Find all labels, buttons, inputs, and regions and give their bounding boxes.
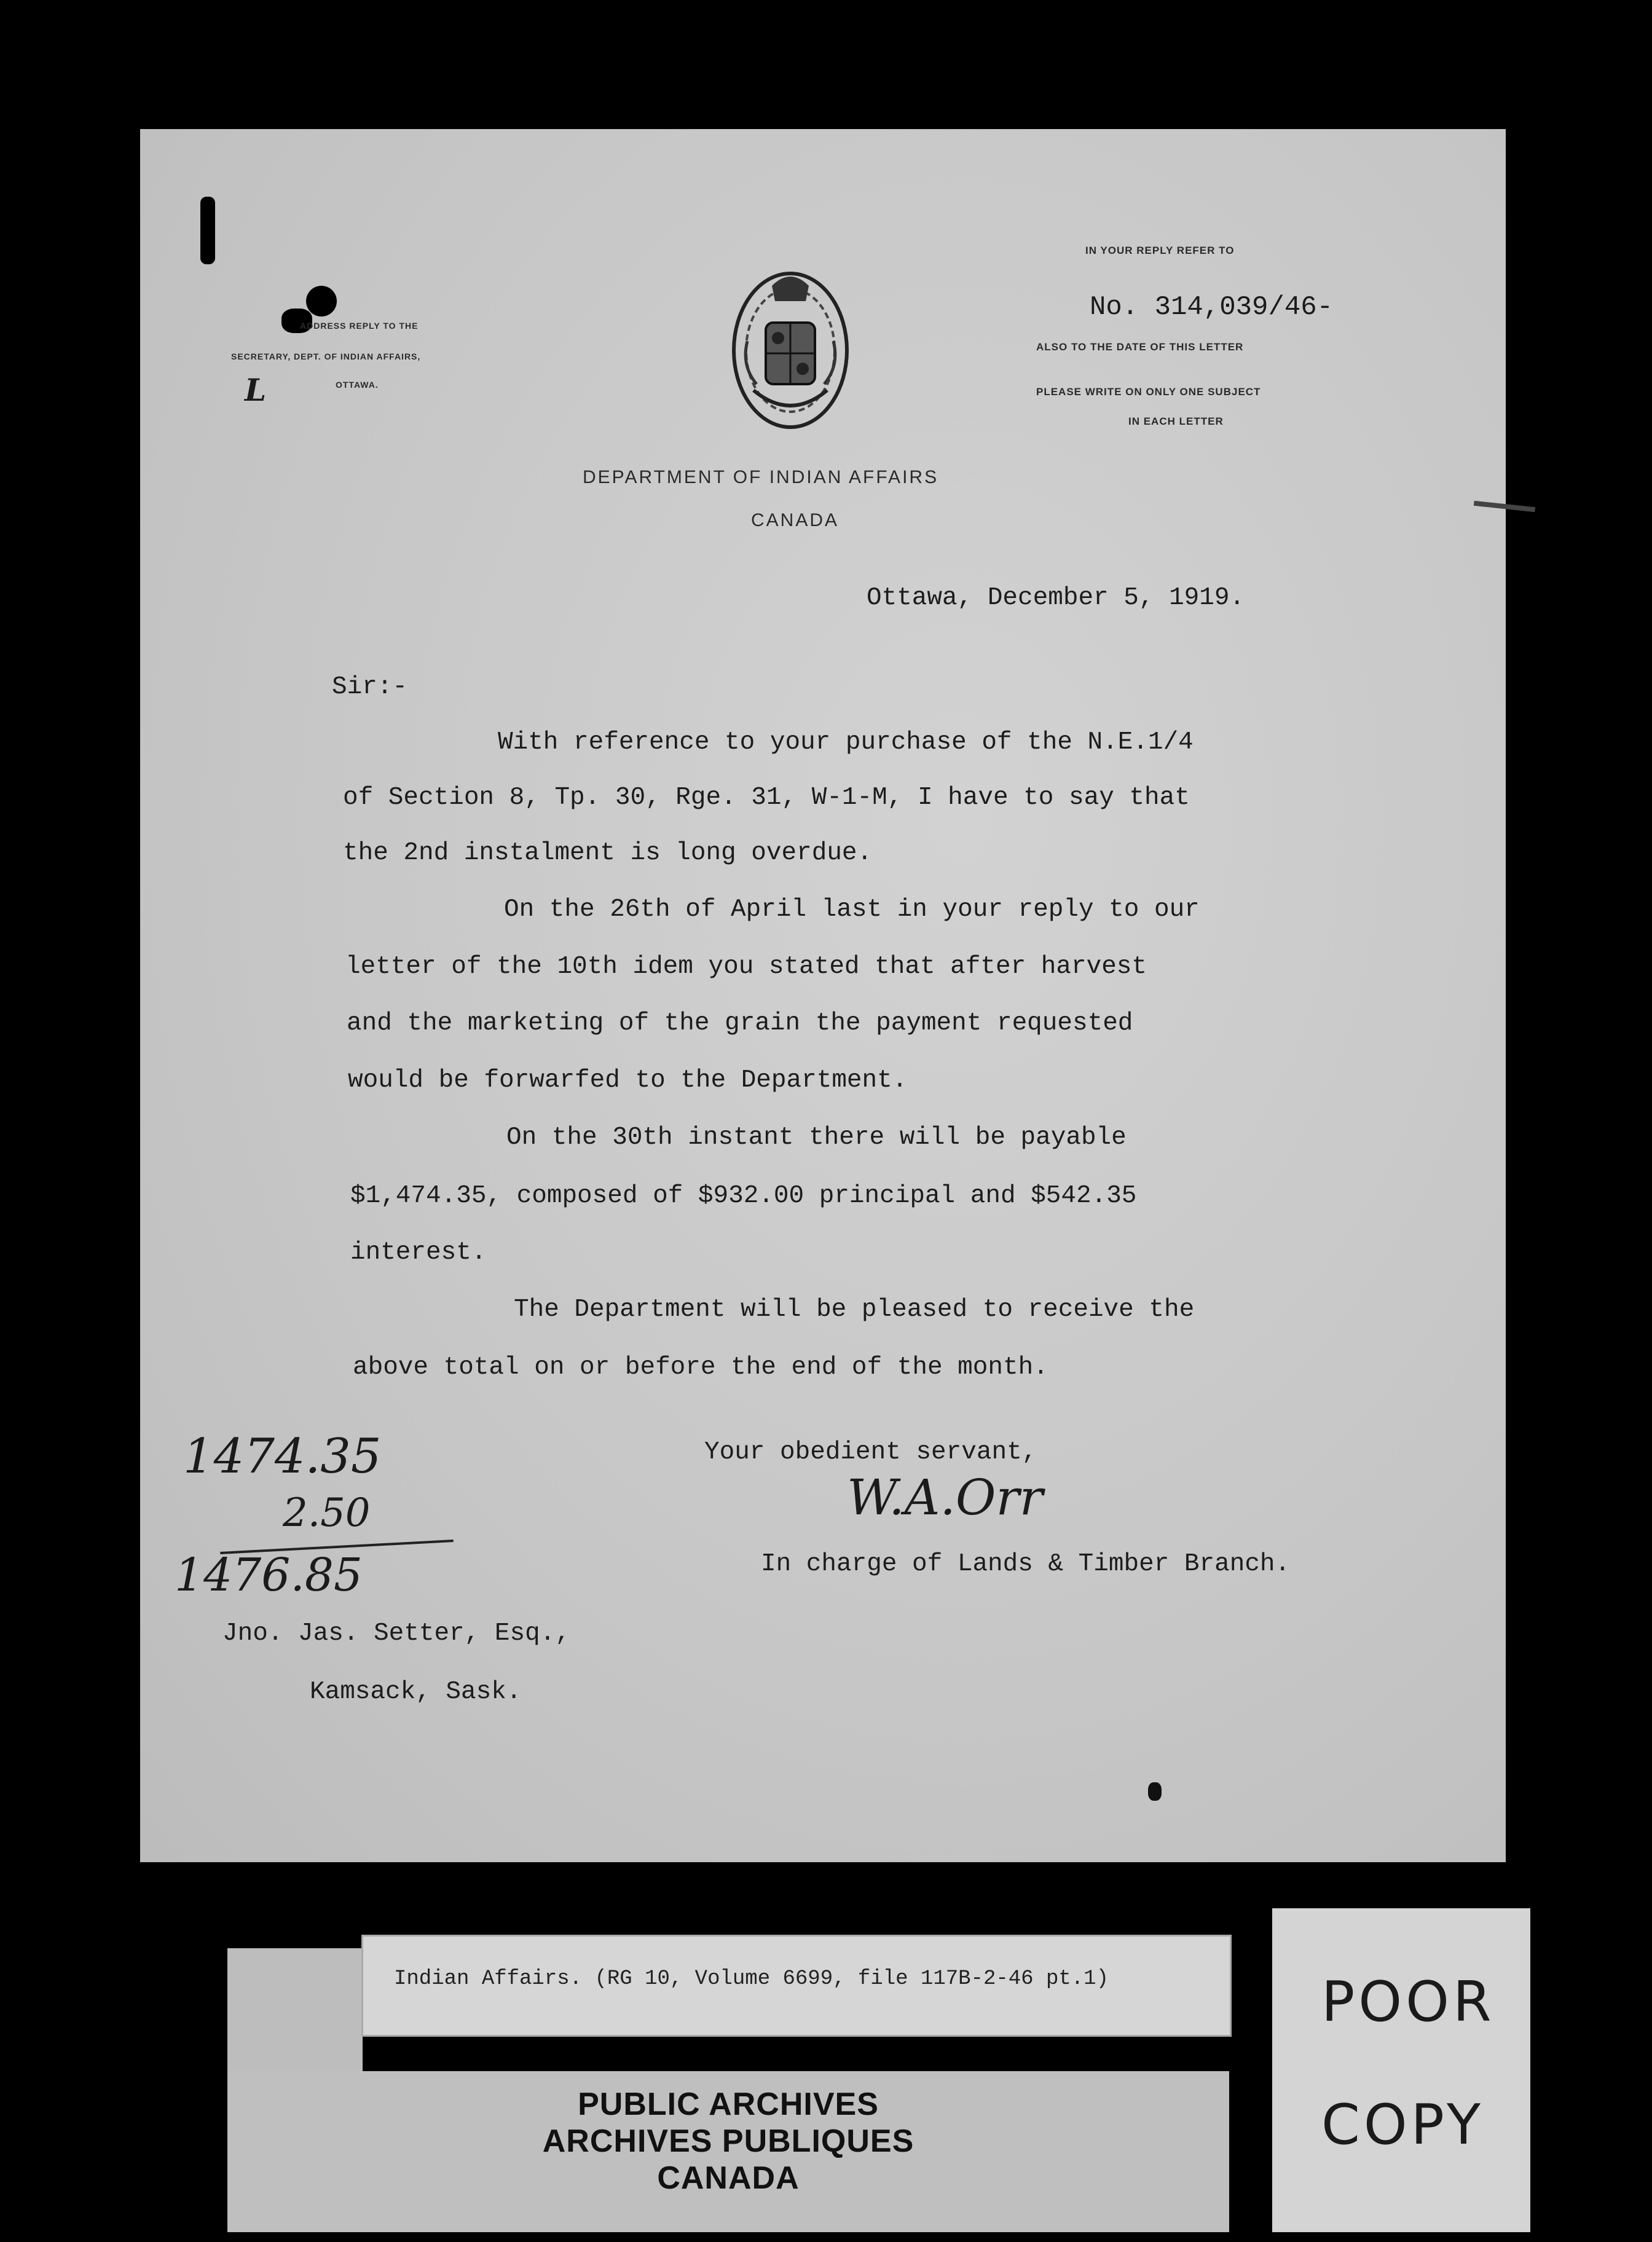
address-line-3: OTTAWA. [336,380,379,390]
handwritten-amount-1: 1474.35 [183,1429,382,1484]
reply-line-1: IN YOUR REPLY REFER TO [1085,245,1235,256]
addressee-place: Kamsack, Sask. [310,1678,522,1706]
marginal-mark: L [245,372,267,408]
salutation: Sir:- [332,673,408,701]
signatory-title: In charge of Lands & Timber Branch. [761,1550,1291,1578]
body-line-1: With reference to your purchase of the N.E.1/4 [498,728,1194,757]
closing: Your obedient servant, [704,1438,1037,1466]
archive-stamp-card [227,2071,1229,2232]
country-heading: CANADA [751,510,840,530]
body-line-3: the 2nd instalment is long overdue. [343,839,873,867]
body-line-9: $1,474.35, composed of $932.00 principal and $542.35 [350,1182,1137,1210]
date-line: Ottawa, December 5, 1919. [867,584,1245,612]
handwritten-total: 1476.85 [175,1549,363,1602]
reference-number: No. 314,039/46- [1090,292,1334,323]
body-line-2: of Section 8, Tp. 30, Rge. 31, W-1-M, I have to say that [343,784,1190,812]
body-line-6: and the marketing of the grain the payment requested [347,1009,1133,1037]
address-line-1: ADDRESS REPLY TO THE [300,321,419,331]
reply-line-4: IN EACH LETTER [1128,415,1224,427]
stamp-line-2: ARCHIVES PUBLIQUES [542,2123,914,2159]
reply-line-3: PLEASE WRITE ON ONLY ONE SUBJECT [1036,386,1261,398]
body-line-12: above total on or before the end of the month. [353,1353,1048,1382]
quality-note-line-1: POOR [1321,1970,1495,2034]
ink-mark [1148,1782,1162,1801]
archive-reference: Indian Affairs. (RG 10, Volume 6699, file 117B-2-46 pt.1) [394,1967,1109,1991]
body-line-11: The Department will be pleased to receive the [514,1296,1195,1324]
body-line-8: On the 30th instant there will be payable [506,1123,1127,1152]
ink-blot [306,286,337,317]
quality-note-line-2: COPY [1321,2093,1484,2157]
stamp-line-1: PUBLIC ARCHIVES [578,2087,879,2122]
handwritten-amount-2: 2.50 [283,1490,371,1536]
signature: W.A.Orr [847,1469,1043,1526]
reply-line-2: ALSO TO THE DATE OF THIS LETTER [1036,341,1244,353]
ink-mark [200,197,215,264]
department-heading: DEPARTMENT OF INDIAN AFFAIRS [583,467,939,487]
addressee-name: Jno. Jas. Setter, Esq., [222,1619,570,1648]
body-line-7: would be forwarfed to the Department. [348,1066,908,1095]
body-line-10: interest. [350,1238,487,1267]
body-line-5: letter of the 10th idem you stated that after harvest [345,953,1147,981]
letter-page [140,129,1506,1862]
stamp-line-3: CANADA [657,2160,800,2196]
address-line-2: SECRETARY, DEPT. OF INDIAN AFFAIRS, [231,352,421,361]
archive-reference-label [361,1935,1232,2037]
quality-note-card [1272,1908,1530,2232]
canada-coat-of-arms-icon [729,267,852,433]
body-line-4: On the 26th of April last in your reply to our [504,895,1200,924]
